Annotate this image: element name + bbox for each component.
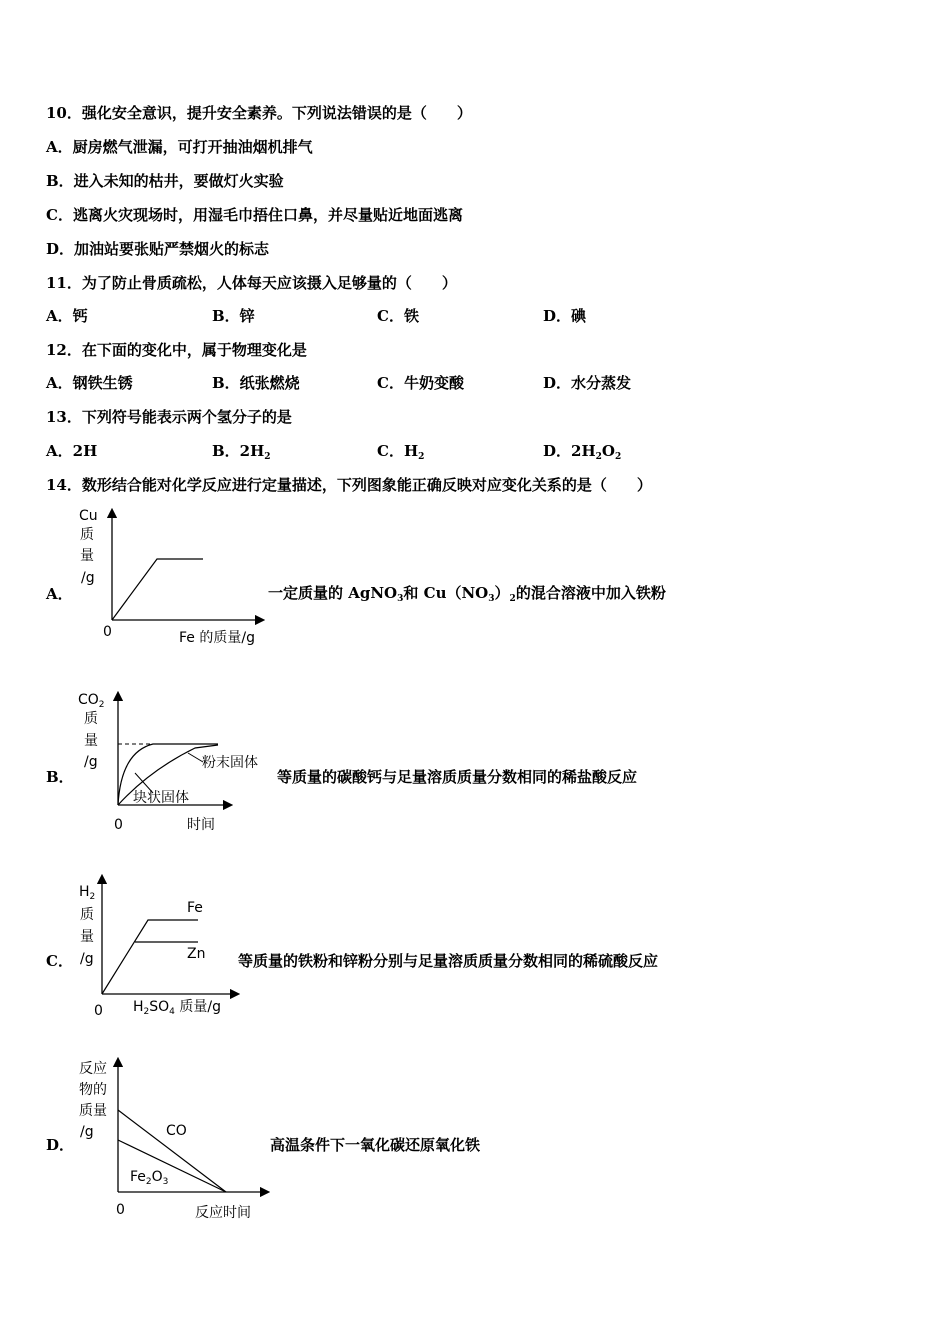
q12-option-d: D．水分蒸发 — [543, 374, 632, 392]
q14-d-ylabel-3: 质量 — [79, 1103, 107, 1119]
q13-stem: 13．下列符号能表示两个氢分子的是 — [46, 408, 292, 426]
q10-option-a: A．厨房燃气泄漏，可打开抽油烟机排气 — [46, 138, 313, 156]
q13-option-b: B．$2H_2$ — [212, 442, 271, 462]
q14-c-label: C． — [46, 952, 73, 970]
q11-option-c: C．铁 — [377, 307, 419, 325]
q14-b-ylabel-unit: /g — [84, 754, 98, 770]
q14-b-xlabel: 时间 — [187, 817, 215, 833]
q14-b-ylabel-top: $CO_2$ — [78, 692, 105, 710]
q14-a-ylabel-top: Cu — [79, 508, 98, 524]
q12-option-a: A．钢铁生锈 — [46, 374, 133, 392]
q13-option-a: A．2H — [46, 442, 98, 460]
q10-stem: 10．强化安全意识，提升安全素养。下列说法错误的是（ ） — [46, 104, 472, 122]
q11-option-d: D．碘 — [543, 307, 587, 325]
q14-c-curve-zn: Zn — [187, 946, 206, 962]
q12-option-c: C．牛奶变酸 — [377, 374, 464, 392]
q14-a-graph — [95, 505, 275, 635]
q14-c-xlabel: $H_2SO_4$ 质量/g — [133, 999, 221, 1017]
q14-b-origin: 0 — [114, 817, 123, 833]
q14-d-ylabel-unit: /g — [80, 1124, 94, 1140]
q14-d-origin: 0 — [116, 1202, 125, 1218]
q11-stem: 11．为了防止骨质疏松，人体每天应该摄入足够量的（ ） — [46, 274, 457, 292]
q14-d-label: D． — [46, 1136, 75, 1154]
q14-a-label: A． — [46, 585, 73, 603]
q14-stem: 14．数形结合能对化学反应进行定量描述，下列图象能正确反映对应变化关系的是（ ） — [46, 476, 652, 494]
q14-a-origin: 0 — [103, 624, 112, 640]
q14-d-ylabel-1: 反应 — [79, 1061, 107, 1077]
powder-solid-pointer — [188, 753, 203, 762]
q14-c-desc: 等质量的铁粉和锌粉分别与足量溶质质量分数相同的稀硫酸反应 — [238, 952, 659, 970]
q14-a-ylabel-2: 量 — [80, 548, 94, 564]
q14-d-curve-fe2o3: $Fe_2O_3$ — [130, 1169, 169, 1187]
q13-option-c: C．$H_2$ — [377, 442, 425, 462]
q13-option-d: D．$2H_2O_2$ — [543, 442, 622, 462]
q14-d-curve-co: CO — [166, 1123, 187, 1139]
cu-mass-line — [112, 559, 203, 620]
q14-c-graph — [90, 875, 240, 1000]
q14-a-ylabel-1: 质 — [80, 527, 94, 543]
q10-option-d: D．加油站要张贴严禁烟火的标志 — [46, 240, 270, 258]
q14-b-label: B． — [46, 768, 74, 786]
q14-d-desc: 高温条件下一氧化碳还原氧化铁 — [270, 1136, 481, 1154]
q14-c-ylabel-2: 量 — [80, 929, 94, 945]
q12-option-b: B．纸张燃烧 — [212, 374, 300, 392]
q11-option-b: B．锌 — [212, 307, 255, 325]
q10-option-b: B．进入未知的枯井，要做灯火实验 — [46, 172, 284, 190]
q14-b-ylabel-1: 质 — [84, 711, 98, 727]
q14-c-ylabel-unit: /g — [80, 951, 94, 967]
q14-c-ylabel-1: 质 — [80, 907, 94, 923]
q14-b-curve-block: 块状固体 — [133, 790, 189, 806]
q14-c-origin: 0 — [94, 1003, 103, 1019]
q12-stem: 12．在下面的变化中，属于物理变化是 — [46, 341, 307, 359]
q14-d-ylabel-2: 物的 — [79, 1082, 107, 1098]
q14-c-curve-fe: Fe — [187, 900, 203, 916]
q14-b-desc: 等质量的碳酸钙与足量溶质质量分数相同的稀盐酸反应 — [277, 768, 638, 786]
fe-line — [102, 920, 198, 994]
q10-option-c: C．逃离火灾现场时，用湿毛巾捂住口鼻，并尽量贴近地面逃离 — [46, 206, 463, 224]
q14-a-ylabel-unit: /g — [81, 570, 95, 586]
q14-a-xlabel: Fe 的质量/g — [179, 630, 255, 646]
q14-b-curve-powder: 粉末固体 — [202, 755, 258, 771]
q14-a-desc: 一定质量的 AgNO$_3$和 $Cu(NO_3)_2$的混合溶液中加入铁粉 — [268, 584, 666, 604]
q14-c-ylabel-top: $H_2$ — [79, 884, 96, 902]
q14-b-ylabel-2: 量 — [84, 733, 98, 749]
q11-option-a: A．钙 — [46, 307, 88, 325]
q14-d-xlabel: 反应时间 — [195, 1205, 251, 1221]
